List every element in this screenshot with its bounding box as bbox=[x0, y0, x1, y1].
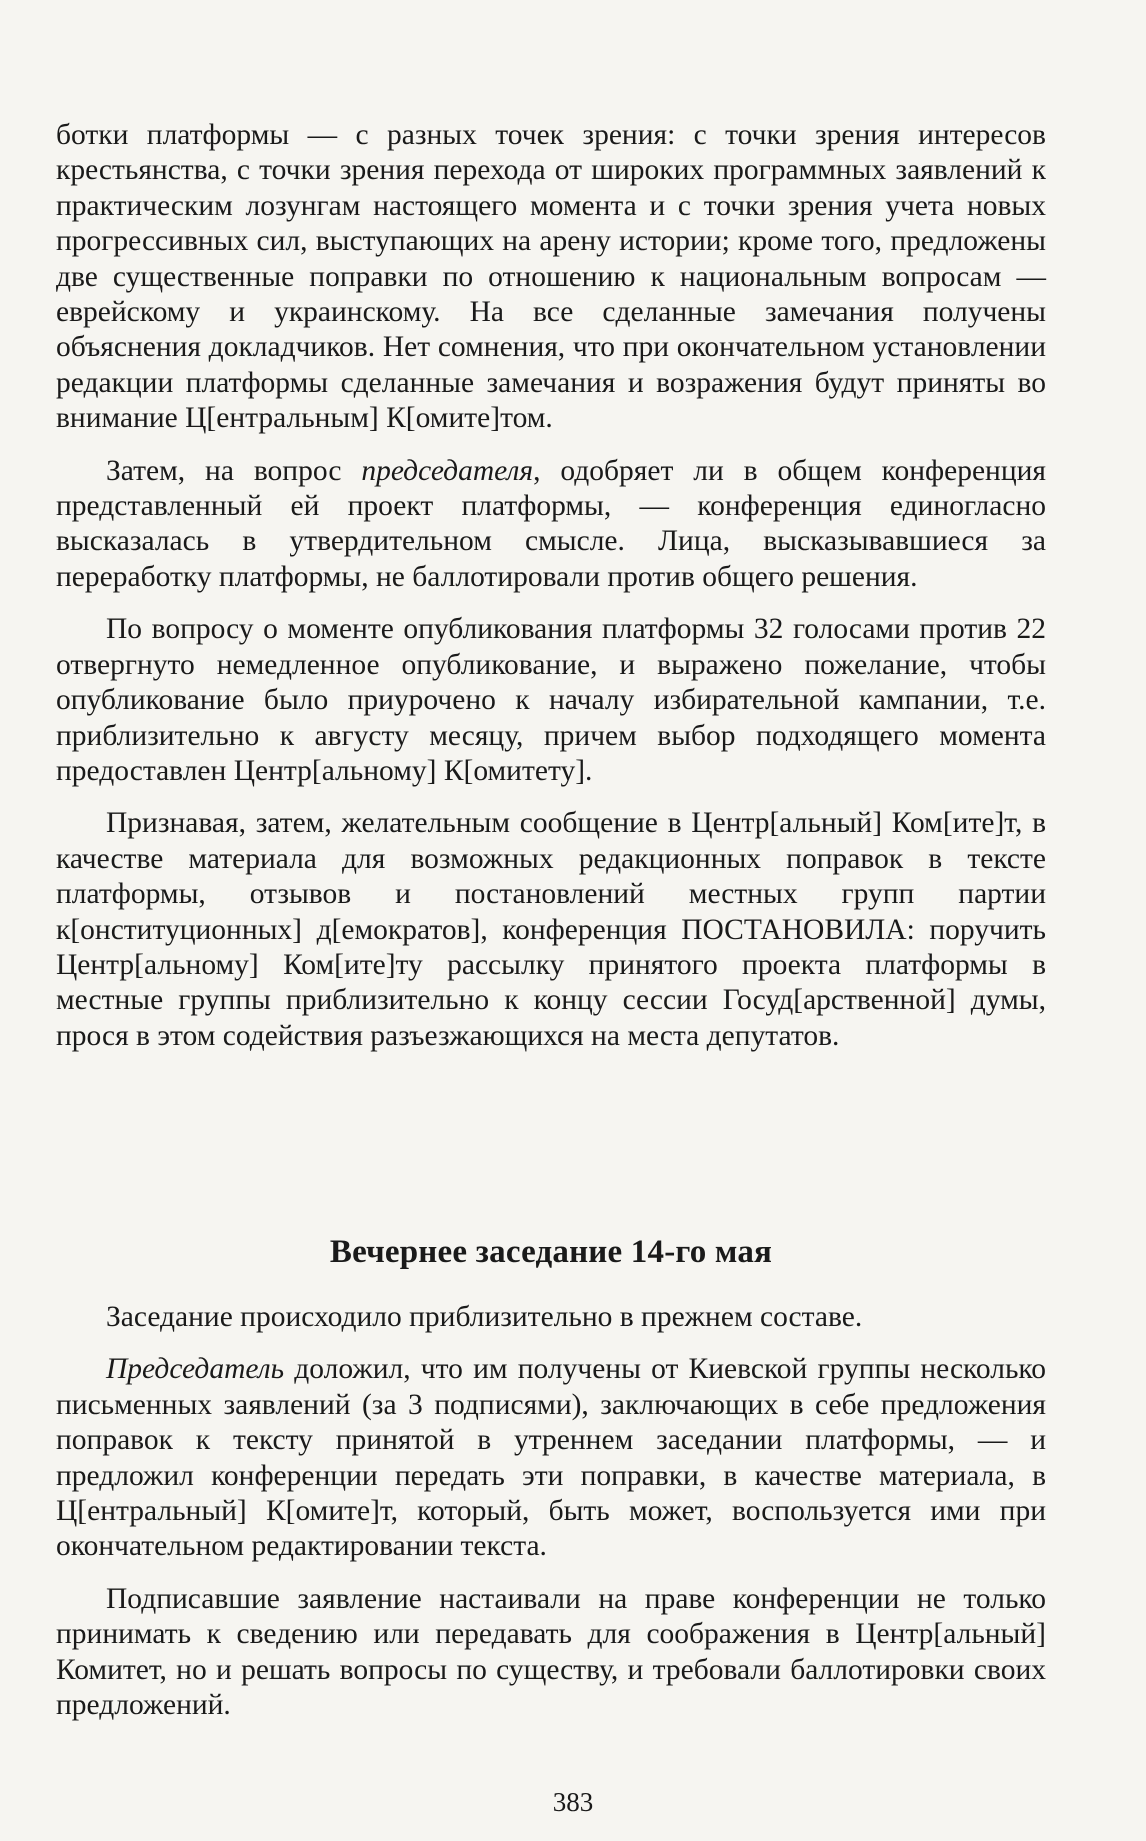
paragraph-5: Заседание происходило приблизительно в прежнем составе. bbox=[106, 1301, 863, 1333]
paragraph-6 bbox=[56, 1352, 1046, 1564]
paragraph-2-start: Затем, на вопрос bbox=[106, 454, 362, 487]
page-number: 383 bbox=[552, 1787, 594, 1817]
upper-text-block bbox=[56, 118, 1046, 1054]
paragraph-3: По вопросу о моменте опубликования платформы 32 голосами против 22 отвергнуто немедленное опубликование, и выражено пожелание, чтобы опубликование было приурочено к началу избирательной кампании, т.е. приблизительно к августу месяцу, причем выбор подходящего момента предоставлен Центр[альному] К[омитету]. bbox=[56, 613, 1046, 787]
chairman-italic-2: Председатель bbox=[106, 1353, 285, 1386]
chairman-italic: председателя bbox=[361, 454, 534, 487]
section-heading: Вечернее заседание 14-го мая bbox=[329, 1234, 773, 1270]
paragraph-7: Подписавшие заявление настаивали на праве конференции не только принимать к сведению или передавать для соображения в Центр[альный] Комитет, но и решать вопросы по существу, и требовали баллотировки своих предложений. bbox=[56, 1582, 1046, 1722]
paragraph-4: Признавая, затем, желательным сообщение в Центр[альный] Ком[ите]т, в качестве материала для возможных редакционных поправок в тексте платформы, отзывов и постановлений местных групп партии к[онституционных] д[емократов], конференция ПОСТАНОВИЛА: поручить Центр[альному] Ком[ите]ту рассылку принятого проекта платформы в местные группы приблизительно к концу сессии Госуд[арственной] думы, прося в этом содействия разъезжающихся на места депутатов. bbox=[56, 807, 1046, 1052]
paragraph-6-rest: доложил, что им получены от Киевской группы несколько письменных заявлений (за 3 подписями), заключающих в себе предложения поправок к тексту принятой в утреннем заседании платформы, — и предложил конференции передать эти поправки, в качестве материала, в Ц[ентральный] К[омите]т, который, быть может, воспользуется ими при окончательном редактировании текста. bbox=[56, 1353, 1046, 1563]
paragraph-1: ботки платформы — с разных точек зрения: с точки зрения интересов крестьянства, с точки зрения перехода от широких программных заявлений к практическим лозунгам настоящего момента и с точки зрения учета новых прогрессивных сил, выступающих на арену истории; кроме того, предложены две существенные поправки по отношению к национальным вопросам — еврейскому и украинскому. На все сделанные замечания получены объяснения докладчиков. Нет сомнения, что при окончательном установлении редакции платформы сделанные замечания и возражения будут приняты во внимание Ц[ентральным] К[омите]том. bbox=[56, 119, 1046, 435]
lower-text-block bbox=[56, 1300, 1046, 1723]
paragraph-2-rest: , одобряет ли в общем конференция представленный ей проект платформы, — конференция единогласно высказалась в утвердительном смысле. Лица, высказывавшиеся за переработку платформы, не баллотировали против общего решения. bbox=[56, 454, 1046, 593]
paragraph-2 bbox=[56, 454, 1046, 596]
